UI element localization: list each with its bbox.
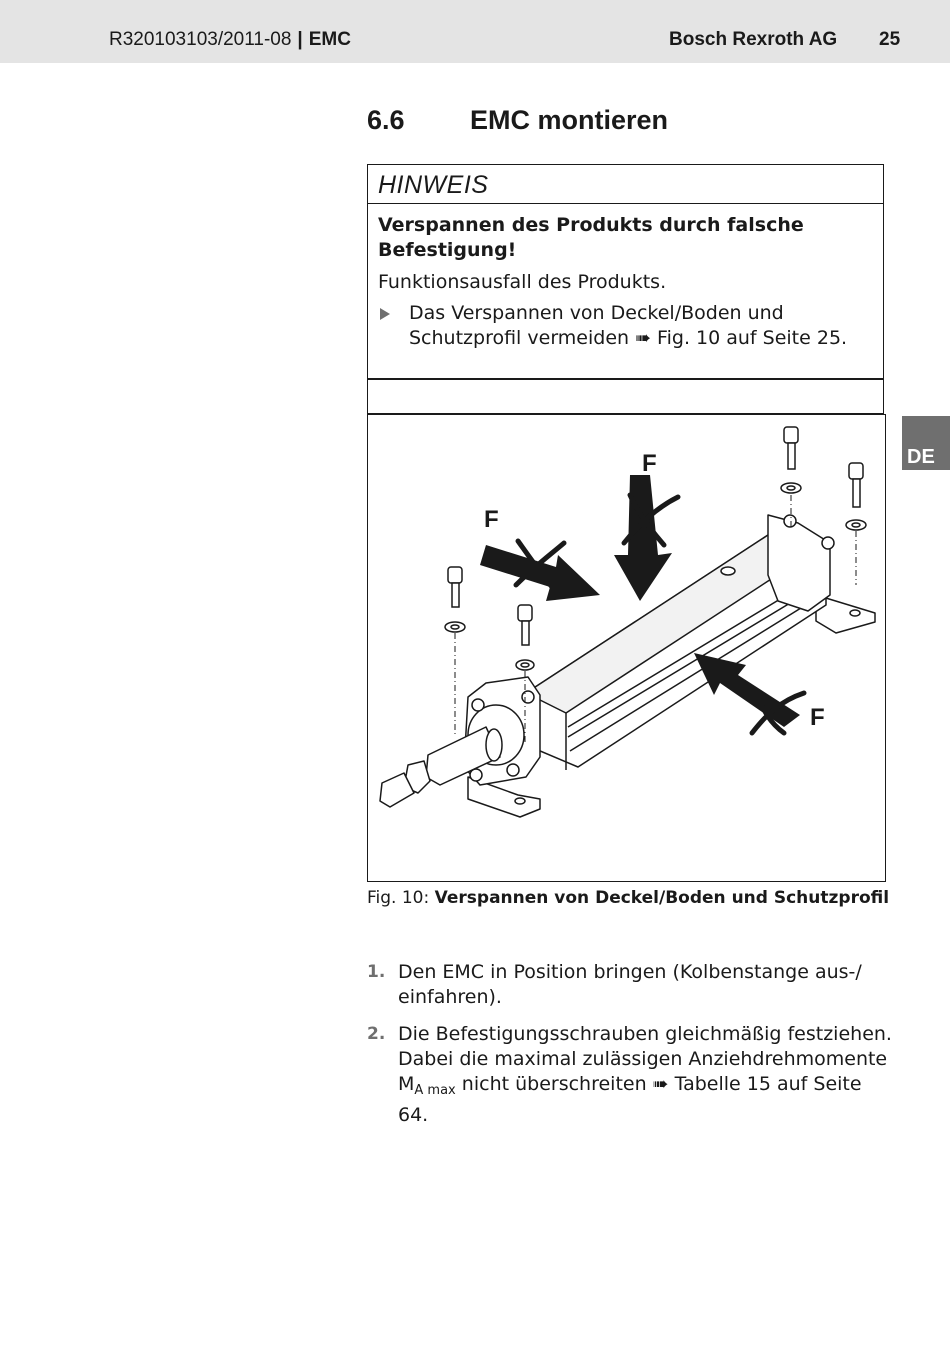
notice-consequence: Funktionsausfall des Produkts. (378, 271, 667, 293)
header-separator: | (297, 29, 303, 50)
list-item (367, 1022, 892, 1128)
air-port (721, 567, 735, 575)
front-foot-hole (515, 798, 525, 804)
caption-prefix: Fig. 10: (367, 888, 430, 908)
section-number: 6.6 (367, 105, 405, 135)
notice-divider (368, 378, 883, 380)
force-arrow-top (614, 475, 672, 601)
cylinder-illustration (368, 415, 884, 880)
bolt-front-right (516, 605, 534, 670)
language-tab (902, 416, 950, 470)
step-line: Die Befestigungsschrauben gleichmäßig festziehen. (398, 1023, 892, 1045)
header-section: EMC (308, 29, 351, 50)
bolt-rear-right (846, 463, 866, 530)
notice-title: Verspannen des Produkts durch falsche Befestigung! (378, 214, 804, 261)
force-label-right: F (810, 704, 825, 731)
step-number: 1. (367, 962, 386, 982)
rear-end-cap (768, 515, 830, 611)
step-line (398, 1047, 892, 1128)
caption-text: Verspannen von Deckel/Boden und Schutzprofil (434, 888, 890, 908)
page-number: 25 (879, 29, 901, 50)
list-item (367, 960, 892, 1010)
step-text: Den EMC in Position bringen (Kolbenstange aus-/ einfahren). (398, 961, 862, 1008)
notice-step-text: Das Verspannen von Deckel/Boden und Schutzprofil vermeiden ➠ Fig. 10 auf Seite 25. (409, 302, 848, 349)
force-label-left: F (484, 506, 499, 533)
step-text (398, 1022, 892, 1128)
bolt-rear-left (781, 427, 801, 493)
header-doc-info (109, 29, 351, 51)
bolt-front-left (445, 567, 465, 632)
force-label-top: F (642, 450, 657, 477)
notice-header (368, 165, 883, 204)
rear-foot-hole (850, 610, 860, 616)
torque-subscript: A max (414, 1083, 456, 1098)
notice-box (367, 164, 884, 414)
triangle-bullet-icon (380, 308, 390, 320)
step-line-part: Dabei die maximal zulässigen Anziehdrehmomente M (398, 1048, 888, 1095)
page-header (0, 0, 950, 63)
figure-cylinder (367, 414, 886, 882)
step-number: 2. (367, 1024, 386, 1044)
figure-caption (367, 888, 889, 908)
header-company: Bosch Rexroth AG (669, 29, 838, 50)
language-tab-label: DE (907, 446, 935, 468)
force-arrow-right (694, 653, 800, 727)
step-line-part: nicht überschreiten ➠ Tabelle 15 auf Seite 64. (398, 1073, 862, 1126)
section-title: EMC montieren (470, 105, 669, 135)
doc-number: R320103103/2011-08 (109, 29, 292, 50)
instruction-list (367, 960, 892, 1128)
notice-label: HINWEIS (378, 171, 489, 199)
